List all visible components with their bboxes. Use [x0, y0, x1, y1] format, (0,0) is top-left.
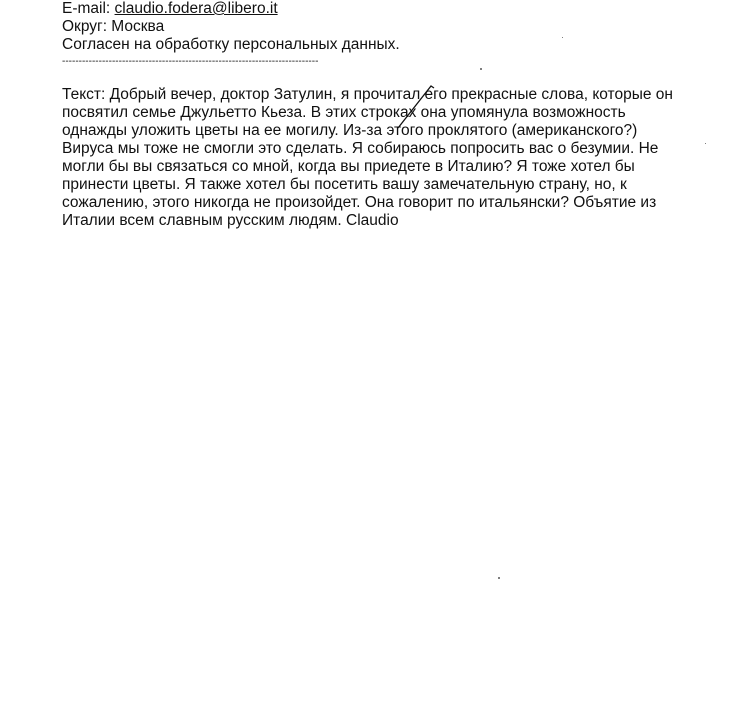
body-line-8: Италии всем славным русским людям. Claudio	[62, 212, 399, 229]
district-line: Округ: Москва	[62, 18, 165, 35]
body-line-5: могли бы вы связаться со мной, когда вы приедете в Италию? Я тоже хотел бы	[62, 158, 635, 175]
body-line-6: принести цветы. Я также хотел бы посетить вашу замечательную страну, но, к	[62, 176, 627, 193]
body-line-1: Текст: Добрый вечер, доктор Затулин, я прочитал его прекрасные слова, которые он	[62, 86, 673, 103]
body-line-3: однажды уложить цветы на ее могилу. Из-за этого проклятого (американского?)	[62, 122, 638, 139]
scan-speck	[562, 37, 563, 38]
body-line-7: сожалению, этого никогда не произойдет. Она говорит по итальянски? Объятие из	[62, 194, 657, 211]
scan-speck	[705, 143, 706, 144]
contact-header	[62, 0, 682, 69]
email-line	[62, 0, 682, 18]
consent-line: Согласен на обработку персональных данных.	[62, 36, 400, 53]
email-link[interactable]: claudio.fodera@libero.it	[114, 0, 278, 17]
dashed-divider: -----------------------------------------------------------------------------	[62, 56, 319, 67]
scan-speck	[498, 577, 500, 579]
message-body	[62, 86, 673, 230]
email-label: E-mail:	[62, 0, 115, 17]
scan-speck	[480, 68, 482, 70]
body-line-2: посвятил семье Джульетто Кьеза. В этих строках она упомянула возможность	[62, 104, 626, 121]
body-line-4: Вируса мы тоже не смогли это сделать. Я собираюсь попросить вас о безумии. Не	[62, 140, 659, 157]
